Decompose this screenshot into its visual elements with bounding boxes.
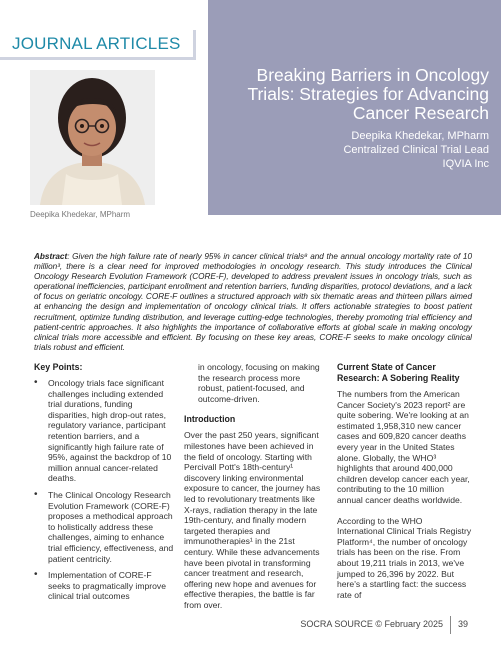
key-point-continuation: in oncology, focusing on making the research process more robust, patient-focused, and outcome-driven.: [198, 362, 320, 404]
column-2: [184, 362, 324, 620]
introduction-heading: Introduction: [184, 414, 236, 425]
key-points-heading: Key Points:: [34, 362, 83, 372]
footer-divider: [450, 616, 451, 634]
page-number: 39: [458, 619, 469, 629]
journal-header: [0, 0, 208, 219]
author-portrait-illustration: [30, 70, 155, 205]
key-point-item: • The Clinical Oncology Research Evolution Framework (CORE-F) proposes a methodical approach to holistically address these challenges, aiming to enhance trial efficiency, effectiveness, and patient centricity.: [34, 490, 174, 564]
page-footer: [0, 616, 501, 636]
key-points-list: [34, 378, 174, 602]
current-state-heading: Current State of Cancer Research: A Sobering Reality: [337, 362, 460, 383]
introduction-text: Over the past 250 years, significant milestones have been achieved in the field of oncology. Starting with Percivall Pott's 18th-century¹ discovery linking environmental exposure to cancer, the journey has led to revolutionary treatments like X-rays, radiation therapy in the late 19th-century, and finally modern targeted therapies and immunotherapies¹ in the 21st century. While these advancements have been pivotal in transforming cancer treatment and research, offering new hope and avenues for effective therapies, the battle is far from over.: [184, 430, 321, 610]
footer-publication: SOCRA SOURCE © February 2025: [300, 619, 443, 629]
abstract-label: Abstract: [34, 252, 68, 261]
key-point-item: • Implementation of CORE-F seeks to pragmatically improve clinical trial outcomes: [34, 570, 174, 602]
key-point-item: • Oncology trials face significant challenges including extended trial durations, funding disparities, high drop-out rates, regulatory variance, participant retention barriers, and a significantly high failure rate of 95%, against the backdrop of 10 million annual cancer-related deaths.: [34, 378, 174, 484]
column-3: [337, 362, 472, 610]
current-state-paragraph-1: The numbers from the American Cancer Society's 2023 report² are quite sobering. We're looking at an estimated 1,958,310 new cancer cases and 609,820 cancer deaths every year in the United States alone. Globally, the WHO³ highlights that around 400,000 children develop cancer each year, contributing to the 10 million annual cancer deaths worldwide.: [337, 389, 470, 505]
abstract-text: : Given the high failure rate of nearly 95% in cancer clinical trials⁸ and the annual oncology mortality rate of 10 million³, there is a clear need for improved methodologies in oncology research. This study introduces the Clinical Oncology Research Evolution Framework (CORE-F), developed to address prevalent issues in oncology trials, such as operational inefficiencies, participant enrollment and retention barriers, funding disparities, protocol deviations, and a lack of focus on geriatric oncology. CORE-F outlines a structured approach with six thematic areas and thirteen pillars aimed at enhancing the design and implementation of oncology clinical trials. It offers actionable strategies to boost patient recruitment, optimize funding distribution, and leverage cutting-edge technologies, thereby promoting trial efficiency and patient-centric approaches. It also highlights the importance of collaborative efforts at global scale in making oncology clinical trials more accessible and efficient. By focusing on these key areas, CORE-F seeks to make oncology clinical trials robust and efficient.: [34, 252, 472, 352]
author-name: Deepika Khedekar, MPharm: [351, 130, 489, 142]
author-org: IQVIA Inc: [442, 158, 489, 170]
author-photo: [30, 70, 155, 205]
section-label: JOURNAL ARTICLES: [0, 30, 196, 60]
photo-caption: Deepika Khedekar, MPharm: [30, 210, 131, 219]
current-state-paragraph-2: According to the WHO International Clinical Trials Registry Platform⁴, the number of oncology trials has been on the rise. From about 19,211 trials in 2013, we've jumped to 26,396 by 2022. But here's a startling fact: the success rate of: [337, 515, 472, 600]
title-panel: [208, 0, 501, 215]
column-1: [34, 362, 174, 608]
article-title: Breaking Barriers in Oncology Trials: Strategies for Advancing Cancer Research: [247, 65, 489, 123]
author-role: Centralized Clinical Trial Lead: [343, 144, 489, 156]
abstract: [34, 252, 472, 353]
author-block: [220, 129, 489, 171]
